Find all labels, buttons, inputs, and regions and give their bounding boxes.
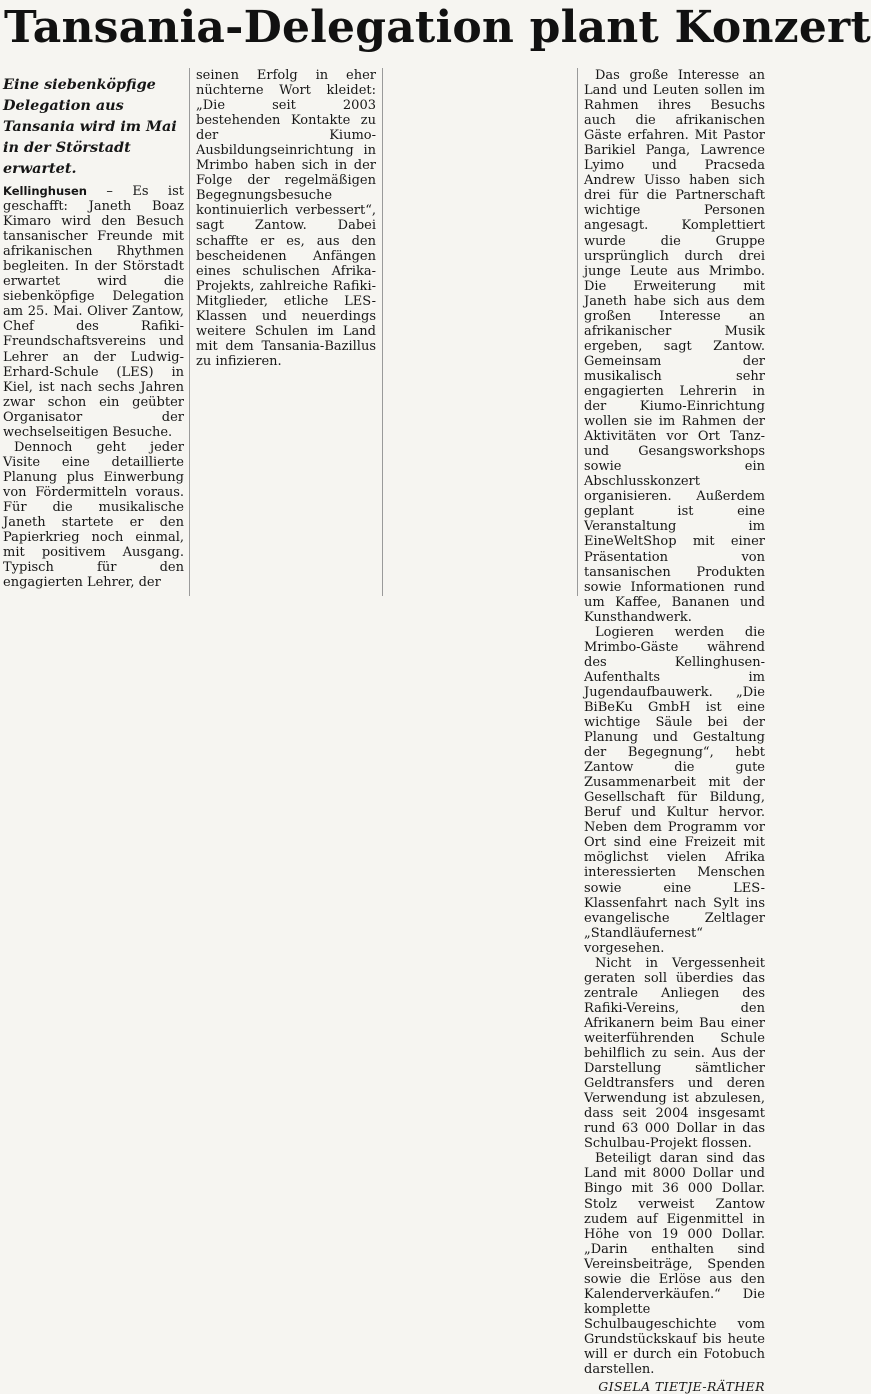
paragraph-4: Logieren werden die Mrimbo-Gäste während des Kellinghusen-Aufenthalts im Jugendaufbauwerk. „Die BiBeKu GmbH ist eine wichtige Säule bei der Planung und Gestaltung der Begegnung“, hebt Zantow die gute Zusammenarbeit mit der Gesellschaft für Bildung, Beruf und Kultur hervor. Neben dem Programm vor Ort sind eine Freizeit mit möglichst vielen Afrika interessierten Menschen sowie eine LES-Klassenfahrt nach Sylt ins evangelische Zeltlager „Standläufernest“ vorgesehen. — [584, 624, 765, 956]
paragraph-2-continued: seinen Erfolg in eher nüchterne Wort kleidet: „Die seit 2003 bestehenden Kontakte zu der Kiumo-Ausbildungseinrichtung in Mrimbo haben sich in der Folge der regelmäßigen Begegnungsbesuche kontinuierlich verbessert“, sagt Zantow. Dabei schaffte er es, aus den bescheidenen Anfängen eines schulischen Afrika-Projekts, zahlreiche Rafiki-Mitglieder, etliche LES-Klassen und neuerdings weitere Schulen im Land mit dem Tansania-Bazillus zu infizieren. — [196, 68, 376, 369]
paragraph-2: Dennoch geht jeder Visite eine detaillierte Planung plus Einwerbung von Fördermitteln voraus. Für die musikalische Janeth startete er den Papierkrieg noch einmal, mit positivem Ausgang. Typisch für den engagierten Lehrer, der — [3, 439, 184, 591]
author-byline: GISELA TIETJE-RÄTHER — [598, 1379, 765, 1394]
paragraph-3: Das große Interesse an Land und Leuten sollen im Rahmen ihres Besuchs auch die afrikanischen Gäste erfahren. Mit Pastor Barikiel Panga, Lawrence Lyimo und Pracseda Andrew Uisso haben sich drei für die Partnerschaft wichtige Personen angesagt. Komplettiert wurde die Gruppe ursprünglich durch drei junge Leute aus Mrimbo. Die Erweiterung mit Janeth habe sich aus dem großen Interesse an afrikanischer Musik ergeben, sagt Zantow. Gemeinsam der musikalisch sehr engagierten Lehrerin in der Kiumo-Einrichtung wollen sie im Rahmen der Aktivitäten vor Ort Tanz- und Gesangsworkshops sowie ein Abschlusskonzert organisieren. Außerdem geplant ist eine Veranstaltung im EineWeltShop mit einer Präsentation von tansanischen Produkten sowie Informationen rund um Kaffee, Bananen und Kunsthandwerk. — [584, 68, 765, 625]
column-rule — [577, 68, 578, 596]
paragraph-6: Beteiligt daran sind das Land mit 8000 Dollar und Bingo mit 36 000 Dollar. Stolz verweist Zantow zudem auf Eigenmittel in Höhe von 19 000 Dollar. „Darin enthalten sind Vereinsbeiträge, Spenden sowie die Erlöse aus den Kalenderverkäufen.“ Die komplette Schulbaugeschichte vom Grundstückskauf bis heute will er durch ein Fotobuch darstellen. — [584, 1151, 765, 1378]
dateline: Kellinghusen — [3, 184, 87, 198]
paragraph-5: Nicht in Vergessenheit geraten soll überdies das zentrale Anliegen des Rafiki-Vereins, den Afrikanern beim Bau einer weiterführenden Schule behilflich zu sein. Aus der Darstellung sämtlicher Geldtransfers und deren Verwendung ist abzulesen, dass seit 2004 insgesamt rund 63 000 Dollar in das Schulbau-Projekt flossen. — [584, 955, 765, 1152]
column-2 — [196, 68, 376, 600]
headline: Tansania-Delegation plant Konzert — [4, 2, 871, 53]
column-rule — [189, 68, 190, 596]
column-1 — [3, 68, 184, 600]
paragraph-1 — [3, 184, 184, 440]
column-rule — [382, 68, 383, 596]
column-4 — [584, 68, 765, 1394]
column-3 — [389, 68, 569, 600]
paragraph-1-text: – Es ist geschafft: Janeth Boaz Kimaro wird den Besuch tansanischer Freunde mit afrikanischen Rhythmen begleiten. In der Störstadt erwartet wird die siebenköpfige Delegation am 25. Mai. Oliver Zantow, Chef des Rafiki-Freundschaftsvereins und Lehrer an der Ludwig-Erhard-Schule (LES) in Kiel, ist nach sechs Jahren zwar schon ein geübter Organisator der wechselseitigen Besuche. — [3, 184, 184, 440]
lead-text: Eine siebenköpfige Delegation aus Tansania wird im Mai in der Störstadt erwartet. — [3, 76, 177, 177]
